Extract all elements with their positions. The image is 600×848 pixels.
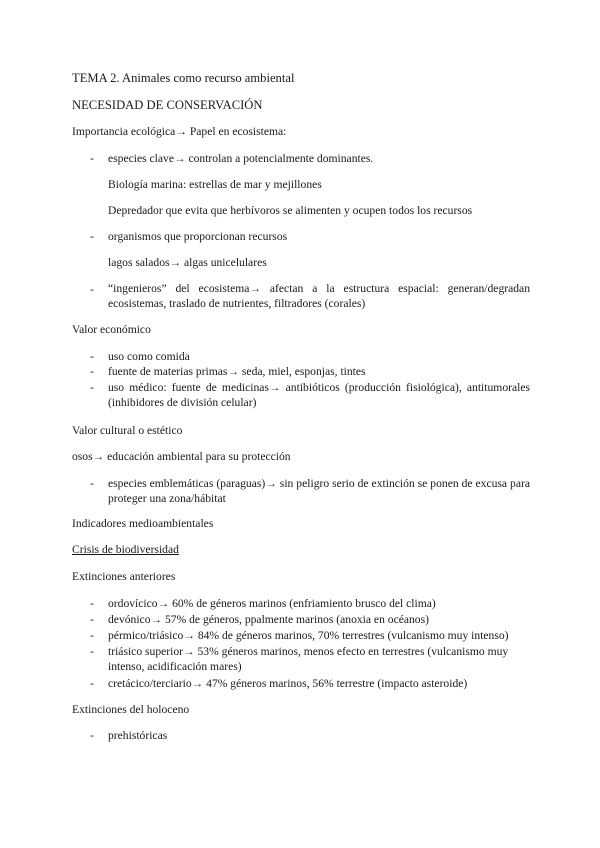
bullet: - xyxy=(90,629,94,642)
valor-cultural-heading: Valor cultural o estético xyxy=(72,424,183,437)
bullet: - xyxy=(90,477,94,490)
bullet: - xyxy=(90,729,94,742)
list-item: cretácico/terciario→ 47% géneros marinos, 56% terrestre (impacto asteroide) xyxy=(108,677,468,690)
bullet: - xyxy=(90,350,94,363)
list-item: ordovícico→ 60% de géneros marinos (enfriamiento brusco del clima) xyxy=(108,597,436,610)
section-heading: NECESIDAD DE CONSERVACIÓN xyxy=(72,98,263,112)
sub-text: lagos salados→ algas unicelulares xyxy=(108,256,267,269)
bullet: - xyxy=(90,230,94,243)
extinciones-holoceno-heading: Extinciones del holoceno xyxy=(72,703,190,716)
list-item: “ingenieros” del ecosistema→ afectan a la estructura espacial: generan/degradan ecosistemas, traslado de nutrientes, filtradores (corales) xyxy=(108,282,530,310)
bullet: - xyxy=(90,283,94,296)
list-item: especies clave→ controlan a potencialmente dominantes. xyxy=(108,152,374,165)
extinciones-anteriores-heading: Extinciones anteriores xyxy=(72,570,176,583)
list-item: fuente de materias primas→ seda, miel, esponjas, tintes xyxy=(108,365,366,378)
list-item: organismos que proporcionan recursos xyxy=(108,230,288,243)
bullet: - xyxy=(90,365,94,378)
bullet: - xyxy=(90,152,94,165)
bullet: - xyxy=(90,597,94,610)
sub-text: Depredador que evita que herbívoros se alimenten y ocupen todos los recursos xyxy=(108,204,473,217)
osos-text: osos→ educación ambiental para su protección xyxy=(72,450,291,463)
doc-title: TEMA 2. Animales como recurso ambiental xyxy=(72,71,295,85)
list-item: especies emblemáticas (paraguas)→ sin peligro serio de extinción se ponen de excusa para proteger una zona/hábitat xyxy=(108,477,530,505)
sub-text: Biología marina: estrellas de mar y mejillones xyxy=(108,178,322,191)
bullet: - xyxy=(90,613,94,626)
list-item: triásico superior→ 53% géneros marinos, menos efecto en terrestres (vulcanismo muy intenso, acidificación mares) xyxy=(108,645,509,673)
bullet: - xyxy=(90,381,94,394)
list-item: prehistóricas xyxy=(108,729,168,742)
list-item: uso médico: fuente de medicinas→ antibióticos (producción fisiológica), antitumorales (inhibidores de división celular) xyxy=(108,381,530,409)
indicadores-heading: Indicadores medioambientales xyxy=(72,517,214,530)
importancia-heading: Importancia ecológica→ Papel en ecosistema: xyxy=(72,125,287,138)
valor-economico-heading: Valor económico xyxy=(72,323,151,336)
bullet: - xyxy=(90,677,94,690)
crisis-heading: Crisis de biodiversidad xyxy=(72,543,179,556)
list-item: pérmico/triásico→ 84% de géneros marinos, 70% terrestres (vulcanismo muy intenso) xyxy=(108,629,509,642)
list-item: uso como comida xyxy=(108,350,190,363)
list-item: devónico→ 57% de géneros, ppalmente marinos (anoxia en océanos) xyxy=(108,613,429,626)
bullet: - xyxy=(90,645,94,658)
